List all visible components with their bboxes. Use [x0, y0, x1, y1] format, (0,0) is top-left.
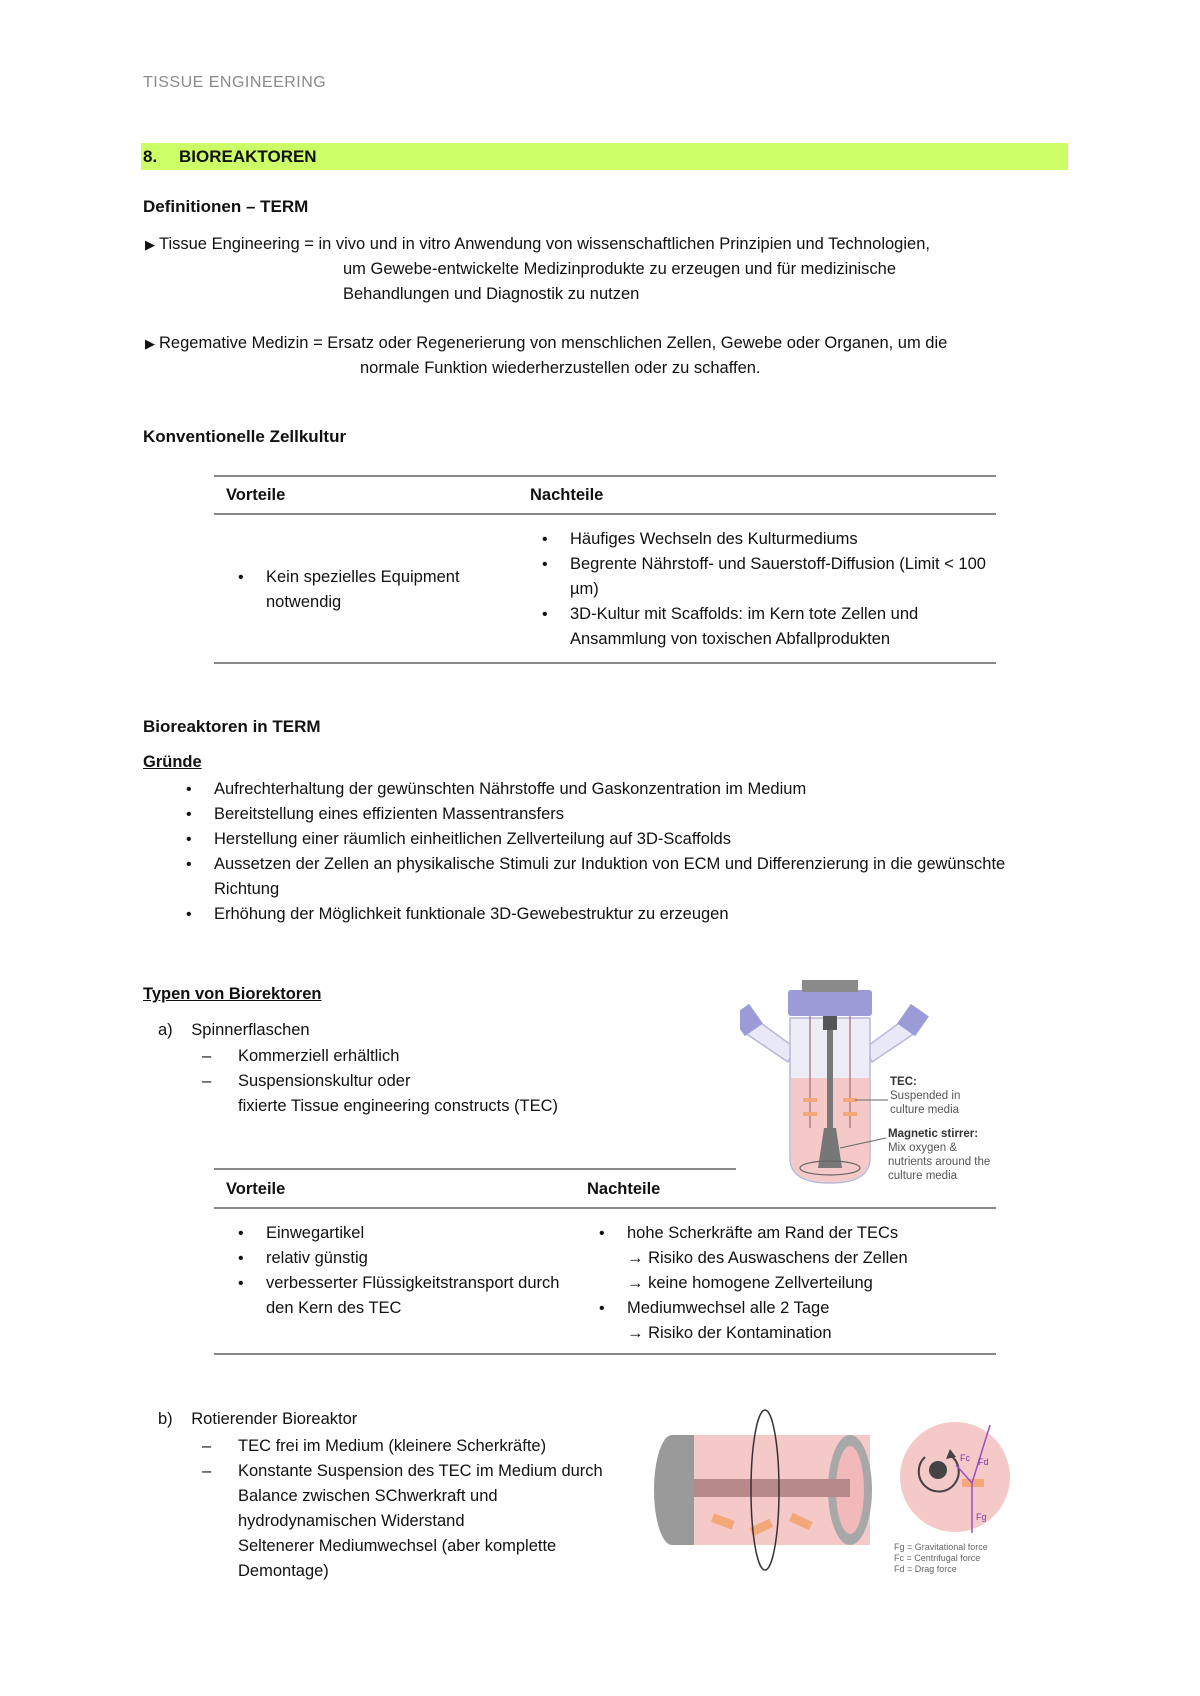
conventional-pros-list	[222, 565, 512, 615]
conventional-cons-list	[526, 527, 996, 652]
list-item: – Konstante Suspension des TEC im Medium durch Balance zwischen SChwerkraft und hydrodynamischen Widerstand	[202, 1459, 622, 1534]
types-heading: Typen von Biorektoren	[143, 985, 322, 1003]
list-item: • Aussetzen der Zellen an physikalische Stimuli zur Induktion von ECM und Differenzierung in die gewünschte Richtung	[170, 852, 1050, 902]
tec-piece	[843, 1098, 857, 1102]
cylinder-axle	[690, 1479, 850, 1497]
list-item: • Herstellung einer räumlich einheitlichen Zellverteilung auf 3D-Scaffolds	[170, 827, 1050, 852]
table-header-rule	[214, 513, 996, 515]
fd-label: Fd	[978, 1457, 989, 1467]
force-legend-line: Fc = Centrifugal force	[894, 1553, 981, 1563]
tec-piece	[803, 1098, 817, 1102]
fc-label: Fc	[960, 1453, 970, 1463]
flask-lid-top	[802, 980, 858, 992]
list-item: – Suspensionskultur oder	[202, 1069, 642, 1094]
list-item: • Kein spezielles Equipment notwendig	[222, 565, 512, 615]
tec-piece	[843, 1112, 857, 1116]
cylinder-cap-left	[672, 1435, 694, 1545]
list-item: • Einwegartikel	[222, 1221, 562, 1246]
tec-label-desc: Suspended in	[890, 1090, 961, 1102]
list-item: • Bereitstellung eines effizienten Massentransfers	[170, 802, 1050, 827]
list-item: Seltenerer Mediumwechsel (aber komplette Demontage)	[238, 1537, 557, 1580]
force-diagram-center	[929, 1461, 947, 1479]
triangle-bullet-icon: ▶	[145, 237, 155, 252]
table-top-rule	[214, 1168, 736, 1170]
table-bottom-rule	[214, 1353, 996, 1355]
definition-tissue-engineering	[145, 232, 1065, 307]
force-legend-line: Fd = Drag force	[894, 1564, 957, 1574]
cons-header: Nachteile	[587, 1180, 661, 1198]
type-b-title: Rotierender Bioreaktor	[191, 1410, 358, 1428]
pros-header: Vorteile	[226, 486, 286, 504]
list-item	[202, 1094, 642, 1119]
spinner-cons-list	[583, 1221, 1003, 1346]
stirrer-label-desc: culture media	[888, 1170, 958, 1182]
list-item: • Erhöhung der Möglichkeit funktionale 3D-Gewebestruktur zu erzeugen	[170, 902, 1050, 927]
stirrer-label-desc: nutrients around the	[888, 1156, 991, 1168]
chapter-number: 8.	[143, 147, 158, 166]
definition-line: Behandlungen und Diagnostik zu nutzen	[343, 285, 640, 303]
reasons-heading: Gründe	[143, 753, 202, 771]
running-header: TISSUE ENGINEERING	[143, 74, 327, 91]
definition-line: um Gewebe-entwickelte Medizinprodukte zu erzeugen und für medizinische	[343, 260, 897, 278]
type-b-label	[158, 1410, 357, 1429]
table-header-rule	[214, 1207, 996, 1209]
definition-line: Ersatz oder Regenerierung von menschlichen Zellen, Gewebe oder Organen, um die	[327, 334, 948, 352]
list-item: • 3D-Kultur mit Scaffolds: im Kern tote Zellen und Ansammlung von toxischen Abfallprodukten	[526, 602, 996, 652]
table-top-rule	[214, 475, 996, 477]
definitions-heading: Definitionen – TERM	[143, 197, 309, 216]
fg-label: Fg	[976, 1512, 987, 1522]
definition-line: in vivo und in vitro Anwendung von wissenschaftlichen Prinzipien und Technologien,	[318, 235, 930, 253]
rotating-bioreactor-figure	[650, 1405, 1030, 1580]
table-bottom-rule	[214, 662, 996, 664]
spinner-flask-figure	[740, 978, 1020, 1188]
force-legend-line: Fg = Gravitational force	[894, 1542, 988, 1552]
list-item: • verbesserter Flüssigkeitstransport durch den Kern des TEC	[222, 1271, 562, 1321]
list-item: – TEC frei im Medium (kleinere Scherkräfte)	[202, 1434, 622, 1459]
list-item: – Kommerziell erhältlich	[202, 1044, 642, 1069]
type-b-letter: b)	[158, 1410, 173, 1428]
type-a-label	[158, 1021, 310, 1040]
type-a-letter: a)	[158, 1021, 173, 1039]
cons-line: • Mediumwechsel alle 2 Tage	[627, 1299, 830, 1317]
list-item: • relativ günstig	[222, 1246, 562, 1271]
type-b-points	[202, 1434, 622, 1584]
list-item: • Begrente Nährstoff- und Sauerstoff-Diffusion (Limit < 100 µm)	[526, 552, 996, 602]
conventional-heading: Konventionelle Zellkultur	[143, 427, 347, 446]
definition-line: normale Funktion wiederherzustellen oder zu schaffen.	[360, 359, 761, 377]
list-item-continuation: fixierte Tissue engineering constructs (TEC)	[238, 1097, 559, 1115]
flask-lid	[788, 990, 872, 1016]
cons-line: → keine homogene Zellverteilung	[627, 1274, 873, 1292]
tec-piece	[803, 1112, 817, 1116]
definition-term: Tissue Engineering =	[159, 235, 314, 253]
definition-regenerative-medicine	[145, 331, 1065, 381]
stirrer-shaft	[827, 1016, 833, 1146]
triangle-bullet-icon: ▶	[145, 336, 155, 351]
list-item	[583, 1221, 1003, 1296]
stirrer-hub	[823, 1016, 837, 1030]
spinner-pros-list	[222, 1221, 562, 1321]
tec-label-title: TEC:	[890, 1076, 917, 1088]
list-item	[583, 1296, 1003, 1346]
stirrer-label-title: Magnetic stirrer:	[888, 1128, 979, 1140]
pros-header: Vorteile	[226, 1180, 286, 1198]
list-item: • Häufiges Wechseln des Kulturmediums	[526, 527, 996, 552]
chapter-title: BIOREAKTOREN	[179, 147, 317, 166]
type-a-title: Spinnerflaschen	[191, 1021, 310, 1039]
tec-label-desc: culture media	[890, 1104, 960, 1116]
cons-header: Nachteile	[530, 486, 604, 504]
bioreactors-heading: Bioreaktoren in TERM	[143, 717, 321, 736]
reasons-list	[170, 777, 1050, 927]
cons-line: → Risiko des Auswaschens der Zellen	[627, 1249, 908, 1267]
chapter-heading-bar	[141, 143, 1068, 170]
cons-line: → Risiko der Kontamination	[627, 1324, 832, 1342]
list-item: • Aufrechterhaltung der gewünschten Nährstoffe und Gaskonzentration im Medium	[170, 777, 1050, 802]
stirrer-label-desc: Mix oxygen &	[888, 1142, 958, 1154]
cons-line: • hohe Scherkräfte am Rand der TECs	[627, 1224, 899, 1242]
type-a-points	[202, 1044, 642, 1119]
force-diagram-circle	[900, 1422, 1010, 1532]
definition-term: Regemative Medizin =	[159, 334, 323, 352]
